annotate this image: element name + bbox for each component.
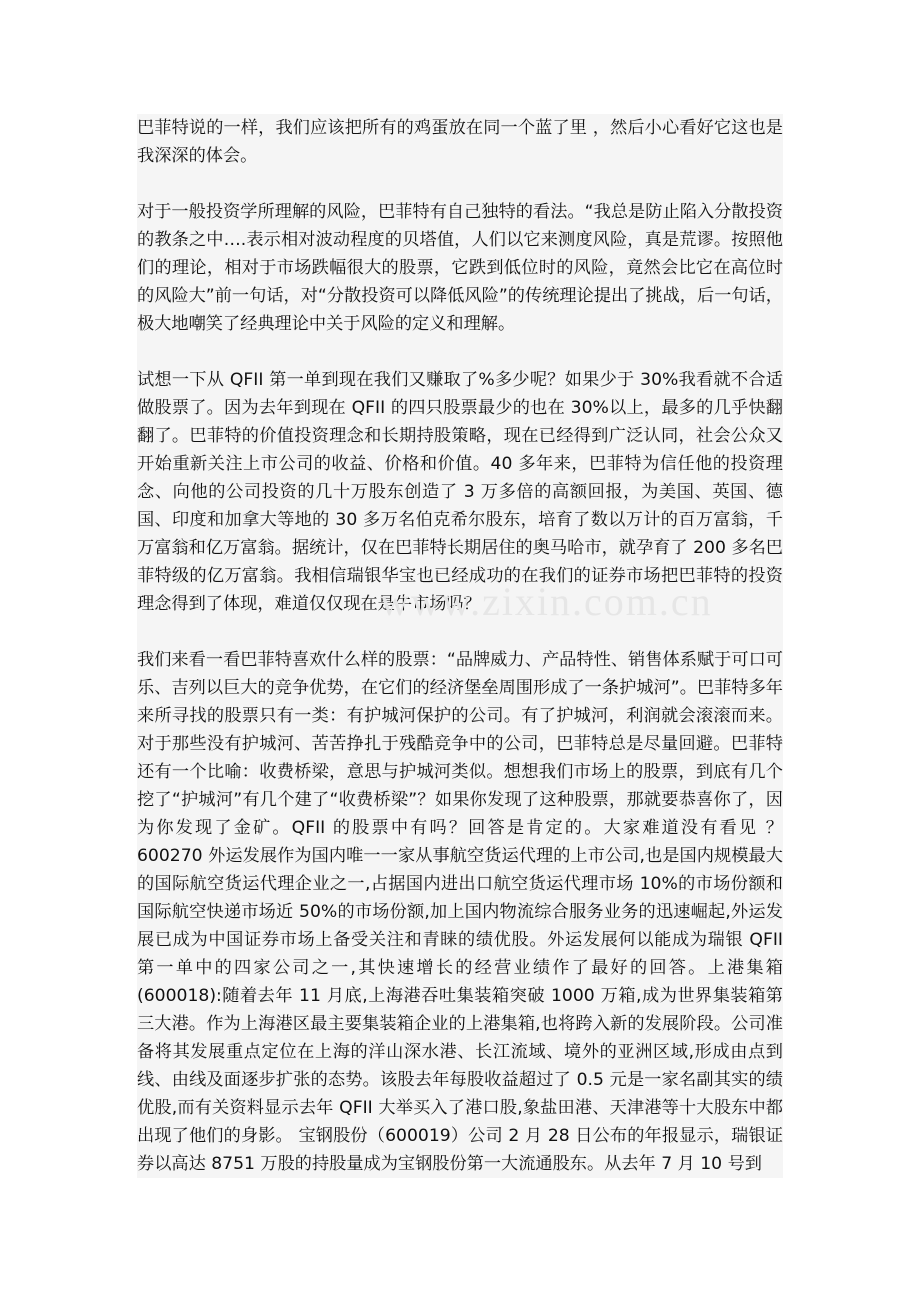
paragraph-2: 对于一般投资学所理解的风险，巴菲特有自己独特的看法。“我总是防止陷入分散投资的教条之中….表示相对波动程度的贝塔值，人们以它来测度风险，真是荒谬。按照他们的理论，相对于市场跌幅很大的股票，它跌到低位时的风险，竟然会比它在高位时的风险大”前一句话，对“分散投资可以降低风险”的传统理论提出了挑战，后一句话，极大地嘲笑了经典理论中关于风险的定义和理解。 bbox=[137, 202, 783, 334]
paragraph-1: 巴菲特说的一样，我们应该把所有的鸡蛋放在同一个蓝了里 ，然后小心看好它这也是我深深的体会。 bbox=[137, 118, 783, 166]
paragraph-3: 试想一下从 QFII 第一单到现在我们又赚取了%多少呢？如果少于 30%我看就不合适做股票了。因为去年到现在 QFII 的四只股票最少的也在 30%以上，最多的几乎快翻翻了。巴菲特的价值投资理念和长期持股策略，现在已经得到广泛认同，社会公众又开始重新关注上市公司的收益、价格和价值。40 多年来，巴菲特为信任他的投资理念、向他的公司投资的几十万股东创造了 3 万多倍的高额回报，为美国、英国、德国、印度和加拿大等地的 30 多万名伯克希尔股东，培育了数以万计的百万富翁，千万富翁和亿万富翁。据统计，仅在巴菲特长期居住的奥马哈市，就孕育了 200 多名巴菲特级的亿万富翁。我相信瑞银华宝也已经成功的在我们的证券市场把巴菲特的投资理念得到了体现，难道仅仅现在是牛市场吗？ bbox=[137, 370, 783, 614]
document-body bbox=[137, 114, 789, 1178]
watermark: www.zixin.com.cn bbox=[380, 579, 713, 624]
paragraph-4: 我们来看一看巴菲特喜欢什么样的股票：“品牌威力、产品特性、销售体系赋于可口可乐、吉列以巨大的竞争优势，在它们的经济堡垒周围形成了一条护城河”。巴菲特多年来所寻找的股票只有一类：有护城河保护的公司。有了护城河，利润就会滚滚而来。对于那些没有护城河、苦苦挣扎于残酷竞争中的公司，巴菲特总是尽量回避。巴菲特还有一个比喻：收费桥梁，意思与护城河类似。想想我们市场上的股票，到底有几个挖了“护城河”有几个建了“收费桥梁”？如果你发现了这种股票，那就要恭喜你了，因为你发现了金矿。QFII 的股票中有吗？回答是肯定的。大家难道没有看见 ？ 600270 外运发展作为国内唯一一家从事航空货运代理的上市公司,也是国内规模最大的国际航空货运代理企业之一,占据国内进出口航空货运代理市场 10%的市场份额和国际航空快递市场近 50%的市场份额,加上国内物流综合服务业务的迅速崛起,外运发展已成为中国证券市场上备受关注和青睐的绩优股。外运发展何以能成为瑞银 QFII 第一单中的四家公司之一,其快速增长的经营业绩作了最好的回答。上港集箱(600018):随着去年 11 月底,上海港吞吐集装箱突破 1000 万箱,成为世界集装箱第三大港。作为上海港区最主要集装箱企业的上港集箱,也将跨入新的发展阶段。公司准备将其发展重点定位在上海的洋山深水港、长江流域、境外的亚洲区域,形成由点到线、由线及面逐步扩张的态势。该股去年每股收益超过了 0.5 元是一家名副其实的绩优股,而有关资料显示去年 QFII 大举买入了港口股,象盐田港、天津港等十大股东中都出现了他们的身影。 宝钢股份（600019）公司 2 月 28 日公布的年报显示，瑞银证券以高达 8751 万股的持股量成为宝钢股份第一大流通股东。从去年 7 月 10 号到 bbox=[137, 650, 789, 1174]
